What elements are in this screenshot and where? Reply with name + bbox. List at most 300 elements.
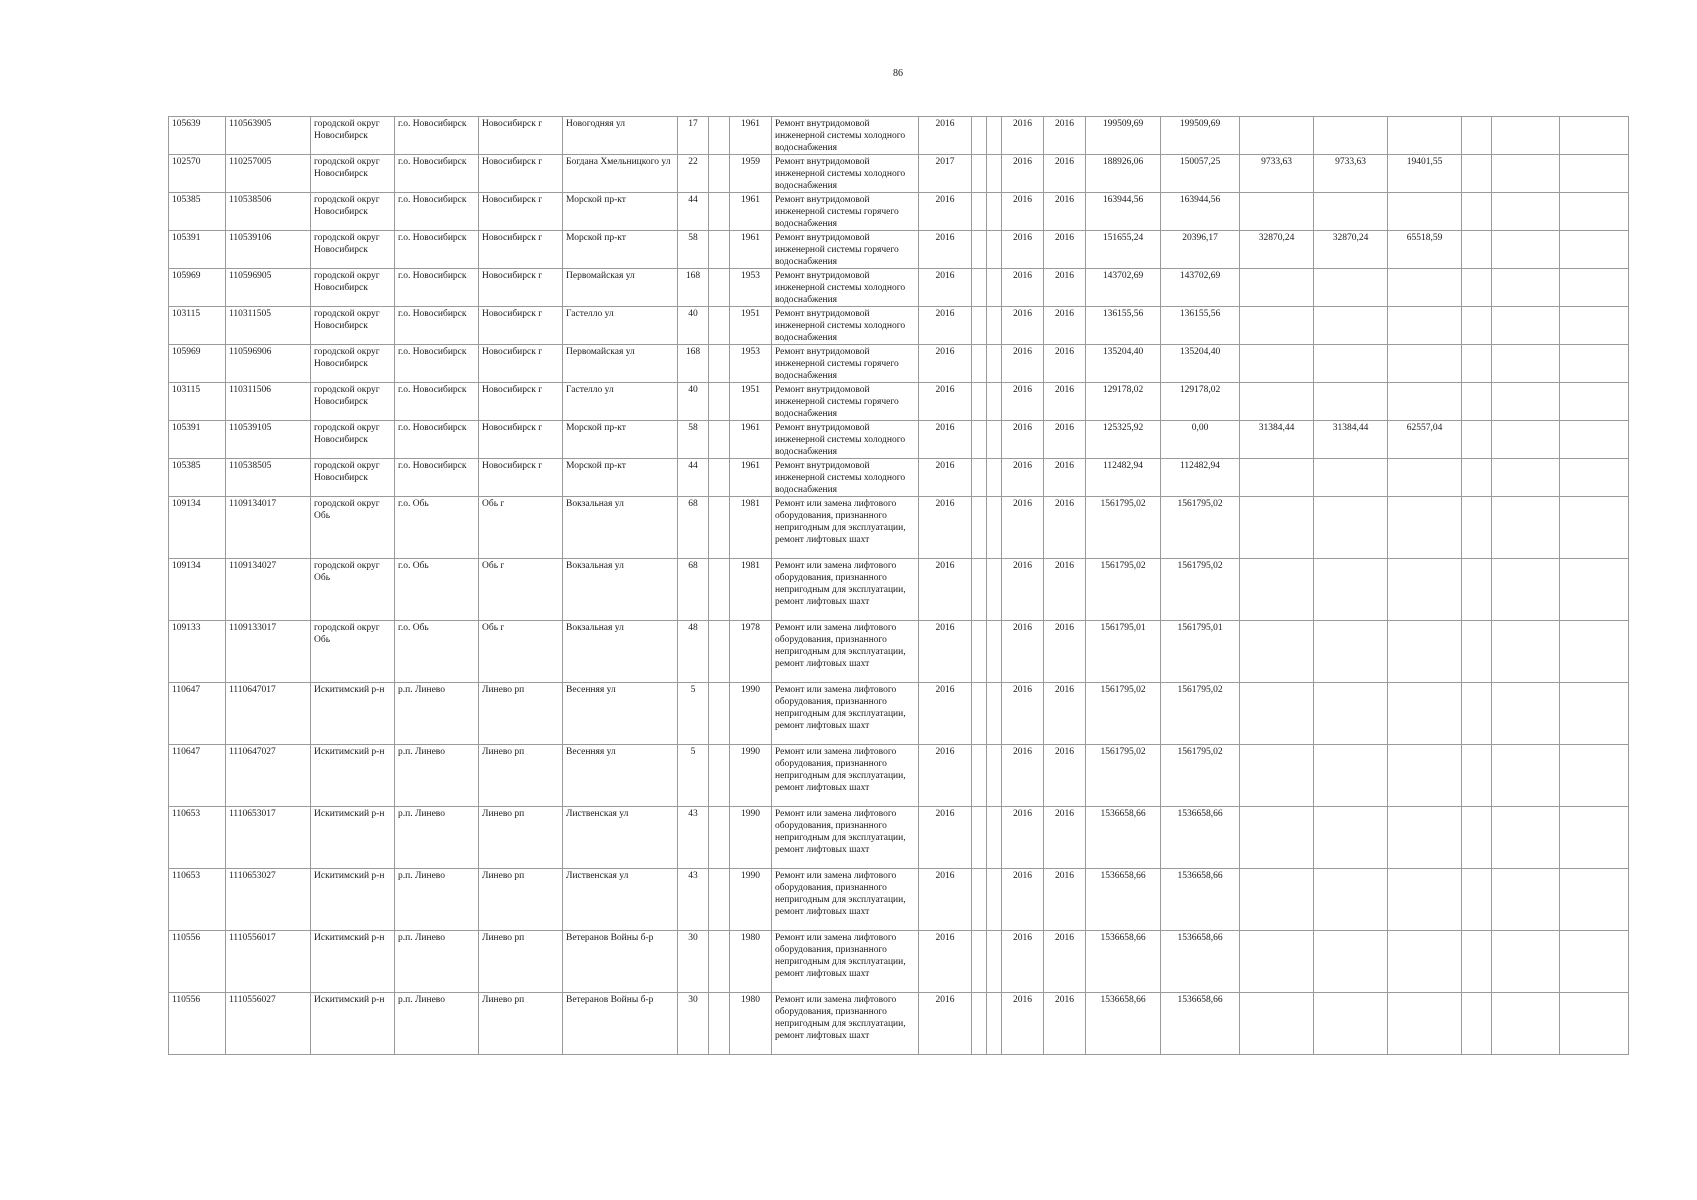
cell-extra2: 9733,63 [1314,155,1388,193]
cell-year: 1981 [730,559,772,621]
cell-plan-year: 2016 [919,345,972,383]
cell-extra1 [1240,993,1314,1055]
cell-empty [1560,193,1629,231]
cell-year: 1981 [730,497,772,559]
cell-fund: 0,00 [1161,421,1240,459]
cell-district: Искитимский р-н [311,993,395,1055]
cell-id: 103115 [169,383,226,421]
cell-work: Ремонт или замена лифтового оборудования, признанного непригодным для эксплуатации, ремонт лифтовых шахт [772,621,919,683]
cell-work: Ремонт или замена лифтового оборудования, признанного непригодным для эксплуатации, ремонт лифтовых шахт [772,683,919,745]
cell-year: 1961 [730,459,772,497]
cell-empty [709,269,730,307]
cell-empty [972,155,987,193]
page-number: 86 [893,68,903,79]
cell-house: 22 [678,155,709,193]
table-row [169,993,1629,1055]
cell-empty [972,807,987,869]
cell-start-year: 2016 [1002,307,1044,345]
cell-extra2 [1314,193,1388,231]
cell-empty [1560,269,1629,307]
cell-id: 110653 [169,869,226,931]
cell-empty [709,931,730,993]
cell-year: 1990 [730,869,772,931]
cell-empty [1462,459,1492,497]
cell-id: 110647 [169,683,226,745]
cell-fund: 143702,69 [1161,269,1240,307]
cell-extra1 [1240,345,1314,383]
cell-empty [1462,193,1492,231]
cell-plan-year: 2016 [919,993,972,1055]
table-row [169,269,1629,307]
cell-end-year: 2016 [1044,155,1086,193]
cell-empty [709,869,730,931]
cell-empty [1462,559,1492,621]
cell-year: 1953 [730,269,772,307]
cell-start-year: 2016 [1002,807,1044,869]
cell-street: Вокзальная ул [563,559,678,621]
cell-year: 1953 [730,345,772,383]
cell-street: Вокзальная ул [563,497,678,559]
cell-total: 125325,92 [1086,421,1161,459]
cell-locality: Новосибирск г [479,117,563,155]
cell-house: 5 [678,745,709,807]
cell-street: Весенняя ул [563,745,678,807]
cell-municipality: р.п. Линево [395,683,479,745]
cell-extra1 [1240,807,1314,869]
table-row [169,193,1629,231]
cell-empty [1492,155,1560,193]
cell-end-year: 2016 [1044,231,1086,269]
cell-end-year: 2016 [1044,559,1086,621]
cell-extra2 [1314,459,1388,497]
cell-empty [709,621,730,683]
cell-street: Гастелло ул [563,383,678,421]
cell-district: Искитимский р-н [311,683,395,745]
cell-fund: 1536658,66 [1161,869,1240,931]
cell-work: Ремонт или замена лифтового оборудования, признанного непригодным для эксплуатации, ремонт лифтовых шахт [772,807,919,869]
cell-work: Ремонт или замена лифтового оборудования, признанного непригодным для эксплуатации, ремонт лифтовых шахт [772,497,919,559]
cell-extra2 [1314,497,1388,559]
cell-house: 5 [678,683,709,745]
cell-empty [987,931,1002,993]
cell-empty [1560,931,1629,993]
cell-empty [709,307,730,345]
cell-extra1 [1240,117,1314,155]
cell-code: 1110556027 [226,993,311,1055]
cell-empty [1560,307,1629,345]
cell-house: 168 [678,345,709,383]
cell-house: 17 [678,117,709,155]
cell-end-year: 2016 [1044,993,1086,1055]
cell-plan-year: 2016 [919,683,972,745]
cell-id: 103115 [169,307,226,345]
cell-empty [972,117,987,155]
cell-plan-year: 2016 [919,459,972,497]
cell-end-year: 2016 [1044,421,1086,459]
cell-empty [709,193,730,231]
cell-empty [1492,931,1560,993]
cell-municipality: р.п. Линево [395,993,479,1055]
cell-municipality: г.о. Обь [395,621,479,683]
cell-id: 105385 [169,193,226,231]
cell-locality: Новосибирск г [479,269,563,307]
cell-end-year: 2016 [1044,745,1086,807]
cell-work: Ремонт внутридомовой инженерной системы холодного водоснабжения [772,307,919,345]
cell-plan-year: 2016 [919,931,972,993]
cell-locality: Линево рп [479,683,563,745]
cell-extra3 [1388,269,1462,307]
cell-district: городской округ Обь [311,497,395,559]
cell-street: Новогодняя ул [563,117,678,155]
cell-id: 110556 [169,931,226,993]
cell-empty [1462,993,1492,1055]
cell-district: городской округ Новосибирск [311,155,395,193]
cell-extra1 [1240,459,1314,497]
cell-locality: Новосибирск г [479,459,563,497]
cell-district: городской округ Новосибирск [311,269,395,307]
cell-fund: 1561795,01 [1161,621,1240,683]
cell-fund: 1561795,02 [1161,683,1240,745]
cell-plan-year: 2016 [919,231,972,269]
cell-end-year: 2016 [1044,683,1086,745]
cell-district: городской округ Новосибирск [311,421,395,459]
cell-empty [1462,117,1492,155]
cell-empty [987,231,1002,269]
cell-fund: 1536658,66 [1161,993,1240,1055]
cell-empty [1560,155,1629,193]
cell-year: 1980 [730,931,772,993]
cell-house: 40 [678,307,709,345]
cell-municipality: г.о. Новосибирск [395,117,479,155]
cell-empty [1560,117,1629,155]
cell-street: Морской пр-кт [563,193,678,231]
cell-empty [987,193,1002,231]
cell-empty [972,383,987,421]
cell-locality: Линево рп [479,745,563,807]
cell-empty [987,383,1002,421]
cell-fund: 1536658,66 [1161,931,1240,993]
cell-plan-year: 2017 [919,155,972,193]
cell-work: Ремонт или замена лифтового оборудования, признанного непригодным для эксплуатации, ремонт лифтовых шахт [772,559,919,621]
cell-id: 110556 [169,993,226,1055]
cell-empty [987,559,1002,621]
cell-end-year: 2016 [1044,307,1086,345]
cell-extra3 [1388,193,1462,231]
cell-locality: Обь г [479,621,563,683]
cell-total: 188926,06 [1086,155,1161,193]
cell-municipality: г.о. Новосибирск [395,307,479,345]
cell-empty [972,269,987,307]
cell-house: 168 [678,269,709,307]
cell-end-year: 2016 [1044,459,1086,497]
cell-total: 163944,56 [1086,193,1161,231]
cell-locality: Новосибирск г [479,307,563,345]
cell-start-year: 2016 [1002,993,1044,1055]
cell-empty [1560,869,1629,931]
cell-start-year: 2016 [1002,421,1044,459]
cell-empty [1560,559,1629,621]
cell-extra3 [1388,621,1462,683]
cell-extra1 [1240,931,1314,993]
cell-extra2 [1314,993,1388,1055]
cell-district: городской округ Новосибирск [311,345,395,383]
cell-empty [972,307,987,345]
cell-extra2 [1314,559,1388,621]
cell-extra1 [1240,269,1314,307]
repair-registry-table [168,116,1629,1055]
cell-extra1: 9733,63 [1240,155,1314,193]
cell-district: Искитимский р-н [311,745,395,807]
cell-extra1 [1240,559,1314,621]
cell-empty [1560,383,1629,421]
cell-fund: 163944,56 [1161,193,1240,231]
cell-empty [987,683,1002,745]
cell-house: 68 [678,497,709,559]
cell-extra3 [1388,683,1462,745]
cell-code: 1110653017 [226,807,311,869]
cell-total: 1561795,01 [1086,621,1161,683]
table-row [169,931,1629,993]
cell-empty [1492,993,1560,1055]
cell-locality: Новосибирск г [479,383,563,421]
cell-code: 110563905 [226,117,311,155]
cell-year: 1990 [730,745,772,807]
cell-code: 110596906 [226,345,311,383]
cell-empty [709,993,730,1055]
cell-empty [1492,231,1560,269]
cell-id: 105385 [169,459,226,497]
cell-empty [987,269,1002,307]
cell-year: 1990 [730,807,772,869]
cell-empty [1492,383,1560,421]
cell-start-year: 2016 [1002,497,1044,559]
cell-year: 1961 [730,193,772,231]
cell-house: 43 [678,807,709,869]
cell-street: Весенняя ул [563,683,678,745]
cell-code: 1109133017 [226,621,311,683]
cell-empty [709,497,730,559]
cell-extra3 [1388,745,1462,807]
cell-municipality: г.о. Новосибирск [395,155,479,193]
cell-end-year: 2016 [1044,269,1086,307]
cell-plan-year: 2016 [919,497,972,559]
cell-extra3 [1388,345,1462,383]
cell-extra1 [1240,307,1314,345]
cell-extra1: 31384,44 [1240,421,1314,459]
cell-fund: 112482,94 [1161,459,1240,497]
cell-code: 110538506 [226,193,311,231]
cell-house: 44 [678,459,709,497]
cell-start-year: 2016 [1002,931,1044,993]
cell-fund: 199509,69 [1161,117,1240,155]
cell-code: 110539106 [226,231,311,269]
cell-street: Ветеранов Войны б-р [563,993,678,1055]
cell-code: 1110653027 [226,869,311,931]
cell-end-year: 2016 [1044,345,1086,383]
cell-locality: Новосибирск г [479,193,563,231]
cell-year: 1961 [730,117,772,155]
cell-empty [1492,559,1560,621]
cell-municipality: г.о. Новосибирск [395,231,479,269]
cell-year: 1980 [730,993,772,1055]
cell-house: 68 [678,559,709,621]
cell-district: городской округ Новосибирск [311,383,395,421]
cell-empty [709,459,730,497]
cell-empty [1462,383,1492,421]
cell-start-year: 2016 [1002,231,1044,269]
cell-house: 58 [678,421,709,459]
cell-street: Морской пр-кт [563,421,678,459]
cell-locality: Обь г [479,497,563,559]
cell-start-year: 2016 [1002,745,1044,807]
cell-street: Первомайская ул [563,269,678,307]
cell-empty [1492,307,1560,345]
cell-extra2 [1314,345,1388,383]
cell-empty [1560,345,1629,383]
cell-municipality: г.о. Новосибирск [395,383,479,421]
cell-extra3 [1388,307,1462,345]
cell-start-year: 2016 [1002,683,1044,745]
cell-year: 1990 [730,683,772,745]
cell-municipality: р.п. Линево [395,807,479,869]
cell-empty [1492,683,1560,745]
cell-end-year: 2016 [1044,497,1086,559]
cell-house: 30 [678,931,709,993]
cell-house: 40 [678,383,709,421]
cell-empty [1560,807,1629,869]
cell-id: 109134 [169,559,226,621]
cell-total: 136155,56 [1086,307,1161,345]
cell-extra2 [1314,117,1388,155]
cell-street: Лиственская ул [563,869,678,931]
cell-extra2 [1314,931,1388,993]
cell-code: 1109134027 [226,559,311,621]
cell-municipality: р.п. Линево [395,931,479,993]
cell-house: 30 [678,993,709,1055]
cell-start-year: 2016 [1002,155,1044,193]
cell-street: Богдана Хмельницкого ул [563,155,678,193]
cell-empty [709,559,730,621]
cell-locality: Новосибирск г [479,155,563,193]
cell-code: 1110647027 [226,745,311,807]
cell-empty [1462,497,1492,559]
cell-total: 151655,24 [1086,231,1161,269]
cell-locality: Новосибирск г [479,231,563,269]
cell-street: Вокзальная ул [563,621,678,683]
cell-fund: 135204,40 [1161,345,1240,383]
cell-district: городской округ Новосибирск [311,307,395,345]
cell-extra3 [1388,117,1462,155]
cell-year: 1951 [730,307,772,345]
cell-extra2 [1314,383,1388,421]
cell-id: 110647 [169,745,226,807]
cell-id: 109134 [169,497,226,559]
cell-empty [972,459,987,497]
cell-extra3: 19401,55 [1388,155,1462,193]
cell-municipality: г.о. Новосибирск [395,345,479,383]
cell-start-year: 2016 [1002,269,1044,307]
cell-empty [987,869,1002,931]
cell-municipality: г.о. Обь [395,559,479,621]
cell-empty [1492,269,1560,307]
cell-code: 110311505 [226,307,311,345]
cell-empty [709,745,730,807]
cell-locality: Линево рп [479,807,563,869]
cell-empty [1492,459,1560,497]
cell-municipality: г.о. Новосибирск [395,193,479,231]
cell-plan-year: 2016 [919,269,972,307]
cell-empty [709,807,730,869]
cell-plan-year: 2016 [919,807,972,869]
cell-district: Искитимский р-н [311,807,395,869]
cell-total: 1536658,66 [1086,931,1161,993]
table-row [169,459,1629,497]
cell-extra1 [1240,497,1314,559]
cell-total: 1536658,66 [1086,807,1161,869]
cell-empty [1492,497,1560,559]
cell-extra3 [1388,559,1462,621]
cell-empty [1560,421,1629,459]
registry-body [169,117,1629,1055]
cell-district: городской округ Новосибирск [311,459,395,497]
cell-empty [709,117,730,155]
cell-district: городской округ Обь [311,621,395,683]
cell-locality: Обь г [479,559,563,621]
cell-empty [1462,231,1492,269]
cell-extra1: 32870,24 [1240,231,1314,269]
cell-fund: 129178,02 [1161,383,1240,421]
cell-empty [1560,621,1629,683]
cell-work: Ремонт внутридомовой инженерной системы холодного водоснабжения [772,459,919,497]
cell-empty [1462,807,1492,869]
cell-empty [709,421,730,459]
cell-total: 1561795,02 [1086,745,1161,807]
cell-district: Искитимский р-н [311,931,395,993]
cell-empty [1492,869,1560,931]
cell-empty [1492,807,1560,869]
cell-empty [1560,683,1629,745]
cell-extra1 [1240,193,1314,231]
cell-extra3 [1388,869,1462,931]
cell-municipality: г.о. Новосибирск [395,459,479,497]
cell-plan-year: 2016 [919,745,972,807]
cell-extra1 [1240,683,1314,745]
cell-empty [1462,421,1492,459]
cell-plan-year: 2016 [919,421,972,459]
cell-total: 112482,94 [1086,459,1161,497]
cell-district: городской округ Новосибирск [311,117,395,155]
cell-extra2 [1314,869,1388,931]
cell-empty [1492,117,1560,155]
cell-work: Ремонт внутридомовой инженерной системы горячего водоснабжения [772,345,919,383]
cell-empty [1560,231,1629,269]
cell-extra3 [1388,459,1462,497]
table-row [169,231,1629,269]
cell-extra1 [1240,383,1314,421]
cell-extra1 [1240,869,1314,931]
cell-locality: Новосибирск г [479,421,563,459]
cell-work: Ремонт внутридомовой инженерной системы холодного водоснабжения [772,155,919,193]
cell-plan-year: 2016 [919,621,972,683]
cell-empty [1462,269,1492,307]
cell-empty [1462,869,1492,931]
cell-end-year: 2016 [1044,193,1086,231]
cell-total: 143702,69 [1086,269,1161,307]
cell-extra2 [1314,307,1388,345]
table-row [169,745,1629,807]
cell-extra3 [1388,497,1462,559]
cell-empty [972,931,987,993]
